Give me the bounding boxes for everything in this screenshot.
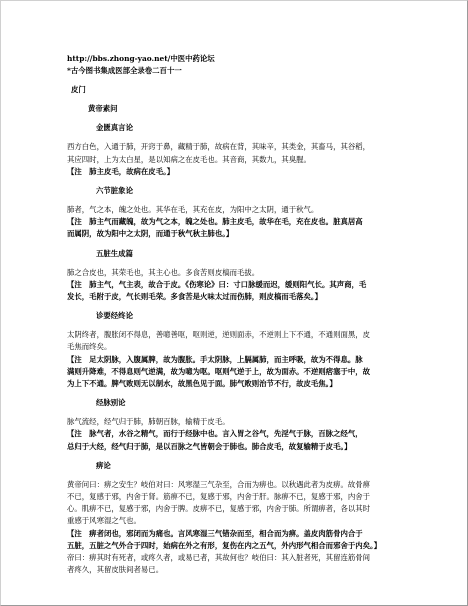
document-content xyxy=(67,53,412,576)
section-title: 金匮真言论 xyxy=(96,123,133,133)
body-line: 帝曰：痹其时有死者，或疼久者，或易已者，其故何也？岐伯曰：其入脏者死，其留连筋骨间 xyxy=(67,553,371,563)
note-line: 五脏，五脏之气外合于四时，始病在外之有形，复伤在内之五气，外内形气相合而邪舍于内矣。】 xyxy=(67,540,382,550)
body-line: 肺者，气之本，魄之处也。其华在毛，其充在皮，为阳中之太阴，通于秋气。 xyxy=(67,205,319,215)
body-line: 毛焦而终矣。 xyxy=(67,342,112,352)
body-line: 西方白色，入通于肺，开窍于鼻，藏精于肺，故病在背，其味辛，其类金，其畜马，其谷稻， xyxy=(67,142,371,152)
body-line: 太阴终者，腹胀闭不得息，善噫善呕，呕则逆，逆则面赤，不逆则上下不通，不通则面黑，皮 xyxy=(67,330,371,340)
body-line: 肺之合皮也，其荣毛也，其主心也。多食苦则皮槁而毛拔。 xyxy=(67,267,260,277)
body-line: 不已，复感于邪，内舍于肾。筋痹不已，复感于邪，内舍于肝。脉痹不已，复感于邪，内舍于 xyxy=(67,492,371,502)
book-title-line: *古今图书集成医部全录卷二百十一 xyxy=(67,66,182,76)
note-line: 【注 肺主皮毛，故病在皮毛。】 xyxy=(67,166,175,176)
section-title: 诊要经终论 xyxy=(96,311,133,321)
note-line: 【注 脉气者，水谷之精气，而行于经脉中也。言入胃之谷气，先淫气于脉，百脉之经气， xyxy=(67,429,363,439)
book-heading: 黄帝素问 xyxy=(88,104,118,114)
note-line: 【注 肺主气，气主表，故合于皮。《伤寒论》曰：寸口脉缓而迟，缓则阳气长。其声商，毛 xyxy=(67,279,367,289)
note-line: 【注 足太阴脉，入腹属脾，故为腹胀。手太阴脉，上膈属肺，而主呼吸，故为不得息。脉 xyxy=(67,354,363,364)
body-line: 脉气流经，经气归于肺，肺朝百脉，输精于皮毛。 xyxy=(67,417,230,427)
note-line: 【注 痹者闭也，邪闭而为痛也。言风寒湿三气错杂而至，相合而为痹。盖皮肉筋骨内合于 xyxy=(67,528,363,538)
section-title: 痹论 xyxy=(96,460,111,470)
note-line: 【注 肺主气而藏魄，故为气之本，魄之处也。肺主皮毛，故华在毛，充在皮也。脏真居高 xyxy=(67,217,363,227)
section-title: 六节脏象论 xyxy=(96,186,133,196)
note-line: 为上下不通。脾气败则无以制水，故黑色见于面。肺气败则治节不行，故皮毛焦。】 xyxy=(67,379,337,389)
note-line: 发长，毛附于皮，气长则毛荣。多食苦是火味太过而伤肺，则皮槁而毛落矣。】 xyxy=(67,292,322,302)
note-line: 而属阴，故为阳中之太阴，而通于秋气秋主肺也。】 xyxy=(67,229,234,239)
body-line: 重感于风寒湿之气也。 xyxy=(67,516,141,526)
body-line: 者疼久，其留皮肤间者易已。 xyxy=(67,565,164,575)
chapter-title: 皮门 xyxy=(71,85,86,95)
body-line: 黄帝问曰：痹之安生？岐伯对曰：风寒湿三气杂至，合而为痹也。以秋遇此者为皮痹。故骨痹 xyxy=(67,479,371,489)
section-title: 五脏生成篇 xyxy=(96,248,133,258)
note-line: 满则升降难，不得息则气逆满，故为噫为呕。呕则气逆于上，故为面赤。不逆则痞塞于中，故 xyxy=(67,366,371,376)
note-line: 总归于大经，经气归于肺，是以百脉之气皆朝会于肺也。肺合皮毛，故复输精于皮毛。】 xyxy=(67,441,352,451)
body-line: 心。肌痹不已，复感于邪，内舍于脾。皮痹不已，复感于邪，内舍于肺。所谓痹者，各以其时 xyxy=(67,504,371,514)
section-title: 经脉别论 xyxy=(96,398,126,408)
body-line: 其应四时，上为太白星，是以知病之在皮毛也。其音商，其数九，其臭腥。 xyxy=(67,154,311,164)
source-url-line: http://bbs.zhong-yao.net/中医中药论坛 xyxy=(67,54,215,63)
